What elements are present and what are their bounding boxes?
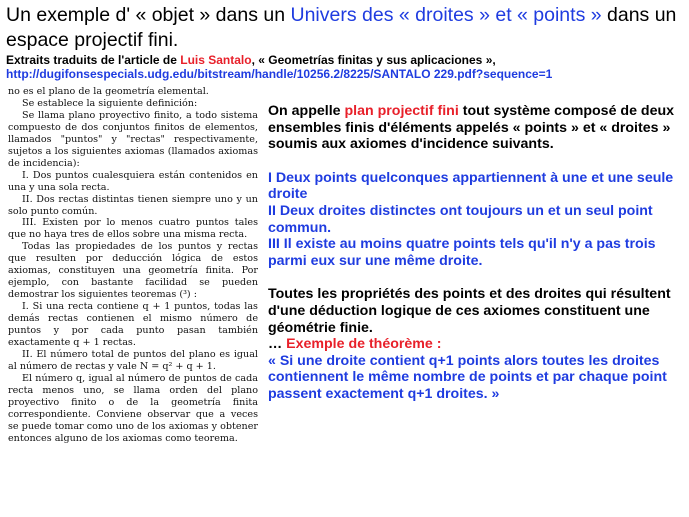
scan-line: I. Dos puntos cualesquiera están contenidos en una y una sola recta.: [8, 169, 258, 193]
scan-line: II. El número total de puntos del plano es igual al número de rectas y vale N = q² + q + 1.: [8, 348, 258, 372]
source-url[interactable]: http://dugifonsespecials.udg.edu/bitstream/handle/10256.2/8225/SANTALO 229.pdf?sequence=1: [6, 67, 553, 81]
scan-line: no es el plano de la geometría elemental.: [8, 86, 209, 97]
scan-line: III. Existen por lo menos cuatro puntos tales que no haya tres de ellos sobre una misma recta.: [8, 217, 258, 241]
scan-line: II. Dos rectas distintas tienen siempre uno y un solo punto común.: [8, 193, 258, 217]
french-translation: [268, 103, 685, 403]
scan-line: I. Si una recta contiene q + 1 puntos, todas las demás rectas contienen el mismo número de puntos y por cada punto pasan también exactamente q + 1 rectas.: [8, 301, 258, 349]
title-part-2: Univers des « droites » et « points »: [290, 4, 602, 26]
scan-line: El número q, igual al número de puntos de cada recta menos uno, se llama orden del plano proyectivo finito o de la geometría finita correspondiente. Conviene observar que a veces se puede tomar como uno de los axiomas y obtener entonces alguno de los axiomas como teorema.: [8, 372, 258, 444]
definition-text-1: On appelle: [268, 103, 345, 119]
axiom-1: I Deux points quelconques appartiennent à une et une seule droite: [268, 169, 674, 203]
ellipsis: …: [268, 336, 287, 353]
scan-line: Se establece la siguiente definición:: [22, 97, 198, 109]
source-prefix: Extraits traduits de l'article de: [6, 53, 181, 67]
title-part-1: Un exemple d' « objet » dans un: [6, 4, 291, 26]
scan-line: Se llama plano proyectivo finito, a todo sistema compuesto de dos conjuntos finitos de elementos, llamados "puntos" y "rectas" respectivamente, sujetos a los siguientes axiomas (llamados axiomas de incidencia):: [8, 109, 258, 169]
scan-line: Todas las propiedades de los puntos y rectas que resulten por deducción lógica de estos axiomas, constituyen una geometría finita. Por ejemplo, con bastante facilidad se pueden demostrar los siguientes teoremas (³) :: [8, 241, 258, 301]
theorem-label: Exemple de théorème :: [286, 336, 442, 353]
scanned-spanish-excerpt: [8, 86, 258, 514]
source-author: Luis Santalo: [180, 53, 252, 67]
definition-term: plan projectif fini: [344, 103, 459, 119]
conclusion-paragraph: Toutes les propriétés des points et des droites qui résultent d'une déduction logique de ces axiomes constituent une géométrie finie.: [268, 286, 671, 336]
definition-text-2: tout système composé de deux ensembles finis d'éléments appelés « points » et « droites » soumis aux axiomes d'incidence suivants.: [268, 103, 675, 153]
theorem-heading: [268, 336, 685, 353]
axiom-3: III Il existe au moins quatre points tels qu'il n'y a pas trois parmi eux sur une même droite.: [268, 236, 656, 269]
source-article: , « Geometrías finitas y sus aplicaciones »,: [251, 53, 496, 67]
theorem-text: « Si une droite contient q+1 points alors toutes les droites contiennent le même nombre de points et par chaque point passent exactement q+1 droites. »: [268, 352, 667, 402]
definition-paragraph: [268, 103, 685, 153]
axiom-2: II Deux droites distinctes ont toujours un et un seul point commun.: [268, 202, 653, 236]
source-citation: [6, 53, 686, 67]
title-part-3: dans un espace projectif fini.: [6, 4, 677, 51]
page-title: [6, 3, 686, 53]
